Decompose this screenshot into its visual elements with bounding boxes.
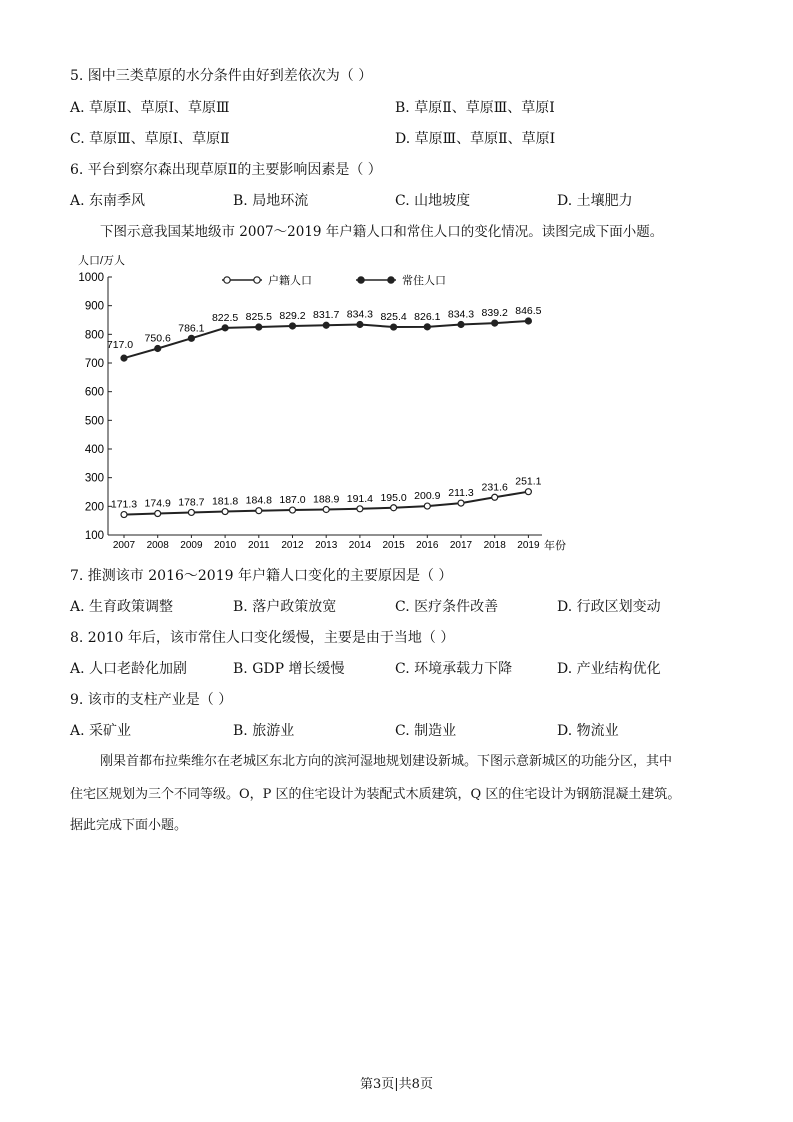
y-tick-label-300: 300 — [84, 472, 104, 485]
q9-option-c: C. 制造业 — [395, 723, 457, 739]
q9-option-a: A. 采矿业 — [70, 723, 132, 739]
series-0-label-2015: 195.0 — [380, 491, 407, 504]
series-1-point-2012 — [290, 323, 296, 329]
series-0-point-2012 — [290, 507, 296, 513]
legend-label-0: 户籍人口 — [268, 275, 312, 287]
x-tick-label-2010: 2010 — [213, 540, 237, 551]
q9-stem: 9. 该市的支柱产业是（ ） — [70, 692, 233, 708]
q6-option-c: C. 山地坡度 — [395, 193, 471, 209]
series-0-label-2007: 171.3 — [110, 498, 138, 511]
series-0-point-2010 — [222, 509, 228, 515]
x-tick-label-2008: 2008 — [146, 540, 169, 551]
series-1-point-2010 — [222, 325, 228, 331]
q8-option-c: C. 环境承载力下降 — [395, 661, 513, 677]
series-0-label-2018: 231.6 — [481, 481, 508, 494]
q5-option-a: A. 草原Ⅱ、草原Ⅰ、草原Ⅲ — [70, 100, 230, 116]
x-tick-label-2012: 2012 — [281, 540, 304, 551]
q5-stem: 5. 图中三类草原的水分条件由好到差依次为（ ） — [70, 68, 373, 84]
series-1-point-2008 — [155, 345, 161, 351]
series-0-label-2013: 188.9 — [313, 493, 340, 506]
q6-stem: 6. 平台到察尔森出现草原Ⅱ的主要影响因素是（ ） — [70, 162, 382, 178]
series-0-point-2019 — [525, 489, 531, 495]
q7-option-c: C. 医疗条件改善 — [395, 599, 499, 615]
series-0-label-2019: 251.1 — [515, 475, 542, 488]
series-0-point-2014 — [357, 506, 363, 512]
series-1-point-2019 — [525, 318, 531, 324]
q8-option-a: A. 人口老龄化加剧 — [70, 661, 188, 677]
q9-option-b: B. 旅游业 — [233, 723, 295, 739]
series-1-point-2011 — [256, 324, 262, 330]
x-tick-label-2013: 2013 — [315, 540, 338, 551]
page-footer: 第3页|共8页 — [360, 1077, 433, 1092]
x-tick-label-2007: 2007 — [112, 540, 136, 551]
x-tick-label-2016: 2016 — [416, 540, 439, 551]
series-1-label-2008: 750.6 — [144, 332, 171, 345]
q7-option-a: A. 生育政策调整 — [70, 599, 174, 615]
q7-option-b: B. 落户政策放宽 — [233, 599, 337, 615]
x-tick-label-2017: 2017 — [449, 540, 473, 551]
series-0-label-2011: 184.8 — [245, 494, 272, 507]
intro2-line3: 据此完成下面小题。 — [70, 818, 188, 833]
series-0-point-2016 — [424, 503, 430, 509]
series-0-label-2017: 211.3 — [448, 487, 474, 500]
series-1-point-2009 — [188, 335, 194, 341]
y-tick-label-900: 900 — [84, 300, 104, 313]
series-1-label-2015: 825.4 — [380, 311, 407, 324]
q7-stem: 7. 推测该市 2016～2019 年户籍人口变化的主要原因是（ ） — [70, 568, 453, 584]
series-1-label-2014: 834.3 — [346, 308, 374, 321]
series-1-label-2011: 825.5 — [245, 311, 272, 324]
series-0-label-2009: 178.7 — [178, 496, 205, 509]
population-line-chart — [70, 250, 580, 555]
q6-option-d: D. 土壤肥力 — [557, 193, 633, 209]
chart-intro: 下图示意我国某地级市 2007～2019 年户籍人口和常住人口的变化情况。读图完成下面小题。 — [100, 224, 664, 240]
series-1-label-2018: 839.2 — [481, 307, 508, 320]
q6-option-b: B. 局地环流 — [233, 193, 309, 209]
y-axis-label: 人口/万人 — [78, 255, 126, 267]
intro2-line2: 住宅区规划为三个不同等级。O，P 区的住宅设计为装配式木质建筑，Q 区的住宅设计为钢筋混凝土建筑。 — [70, 787, 681, 802]
q8-stem: 8. 2010 年后，该市常住人口变化缓慢，主要是由于当地（ ） — [70, 630, 455, 646]
y-tick-label-800: 800 — [84, 329, 104, 342]
series-1-label-2016: 826.1 — [414, 310, 441, 323]
legend-marker-end-1 — [388, 277, 394, 283]
series-1-point-2015 — [391, 324, 397, 330]
q9-option-d: D. 物流业 — [557, 723, 619, 739]
series-1-label-2013: 831.7 — [313, 309, 340, 322]
legend-marker-0 — [224, 277, 230, 283]
series-1-point-2017 — [458, 322, 464, 328]
q5-option-c: C. 草原Ⅲ、草原Ⅰ、草原Ⅱ — [70, 131, 230, 147]
x-axis-label: 年份 — [544, 540, 566, 552]
x-tick-label-2015: 2015 — [382, 540, 405, 551]
series-1-label-2010: 822.5 — [211, 311, 239, 324]
series-1-point-2016 — [424, 324, 430, 330]
y-tick-label-700: 700 — [84, 358, 104, 370]
q8-option-b: B. GDP 增长缓慢 — [233, 661, 345, 677]
x-tick-label-2011: 2011 — [248, 540, 270, 551]
series-0-label-2016: 200.9 — [414, 490, 441, 503]
series-0-point-2009 — [188, 509, 194, 515]
legend-label-1: 常住人口 — [402, 275, 446, 287]
y-tick-label-1000: 1000 — [78, 272, 104, 284]
legend-marker-end-0 — [254, 277, 260, 283]
series-0-point-2015 — [391, 505, 397, 511]
y-tick-label-600: 600 — [84, 386, 104, 399]
series-1-label-2017: 834.3 — [447, 308, 475, 321]
series-0-label-2010: 181.8 — [211, 495, 239, 508]
series-1-point-2014 — [357, 322, 363, 328]
x-tick-label-2019: 2019 — [517, 540, 540, 551]
series-1-label-2012: 829.2 — [279, 309, 306, 322]
series-0-point-2008 — [155, 511, 161, 517]
series-0-label-2012: 187.0 — [279, 494, 306, 507]
series-0-point-2018 — [492, 494, 498, 500]
series-0-point-2007 — [121, 512, 127, 518]
q5-option-b: B. 草原Ⅱ、草原Ⅲ、草原Ⅰ — [395, 100, 555, 116]
series-1-label-2007: 717.0 — [106, 339, 134, 352]
series-1-label-2009: 786.1 — [178, 322, 205, 335]
series-0-point-2013 — [323, 507, 329, 513]
series-1-point-2018 — [492, 320, 498, 326]
q7-option-d: D. 行政区划变动 — [557, 599, 661, 615]
y-tick-label-500: 500 — [84, 415, 104, 428]
series-1-label-2019: 846.5 — [515, 305, 542, 318]
legend-marker-1 — [358, 277, 364, 283]
y-tick-label-100: 100 — [84, 530, 104, 542]
x-tick-label-2018: 2018 — [483, 540, 506, 551]
q6-option-a: A. 东南季风 — [70, 193, 146, 209]
x-tick-label-2009: 2009 — [180, 540, 203, 551]
series-0-label-2014: 191.4 — [346, 492, 374, 505]
series-0-label-2008: 174.9 — [144, 497, 171, 510]
x-tick-label-2014: 2014 — [348, 540, 372, 551]
q5-option-d: D. 草原Ⅲ、草原Ⅱ、草原Ⅰ — [395, 131, 556, 147]
intro2-line1: 刚果首都布拉柴维尔在老城区东北方向的滨河湿地规划建设新城。下图示意新城区的功能分区，其中 — [100, 754, 673, 769]
series-0-point-2017 — [458, 500, 464, 506]
series-1-point-2007 — [121, 355, 127, 361]
series-0-point-2011 — [256, 508, 262, 514]
y-tick-label-400: 400 — [84, 444, 104, 456]
series-1-point-2013 — [323, 322, 329, 328]
q8-option-d: D. 产业结构优化 — [557, 661, 661, 677]
y-tick-label-200: 200 — [84, 501, 104, 514]
